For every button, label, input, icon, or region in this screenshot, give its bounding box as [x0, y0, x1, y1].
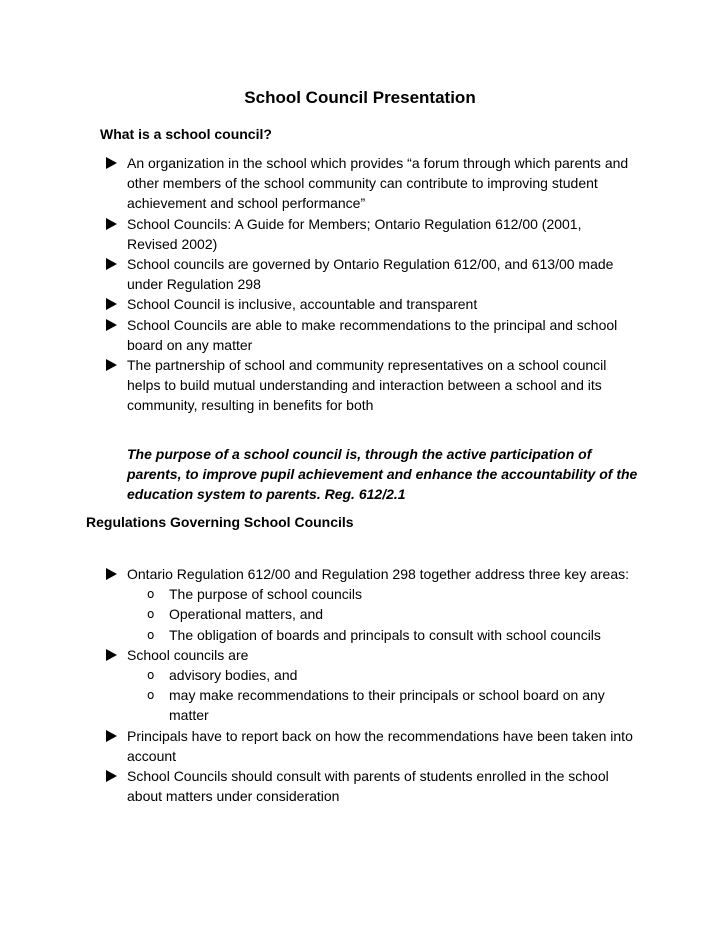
list-item-text: School Councils should consult with parents of students enrolled in the school about matters under consideration — [127, 768, 609, 805]
sub-list-item — [127, 665, 634, 685]
section-heading-regulations: Regulations Governing School Councils — [86, 514, 354, 530]
right-triangle-bullet-icon — [106, 157, 117, 169]
right-triangle-bullet-icon — [106, 730, 117, 742]
right-triangle-bullet-icon — [106, 770, 117, 782]
list-item — [104, 294, 634, 314]
right-triangle-bullet-icon — [106, 568, 117, 580]
circle-o-bullet-icon: o — [147, 627, 155, 642]
sub-list-item — [127, 625, 634, 645]
right-triangle-bullet-icon — [106, 298, 117, 310]
sub-list-item-text: Operational matters, and — [169, 606, 324, 623]
list-item — [104, 254, 634, 294]
list-item — [104, 766, 634, 806]
list-item-text: School Councils are able to make recommendations to the principal and school board on any matter — [127, 316, 618, 353]
list-item — [104, 564, 634, 645]
list-item-text: The partnership of school and community representatives on a school council helps to build mutual understanding and interaction between a school and its community, resulting in benefits for both — [127, 357, 607, 414]
right-triangle-bullet-icon — [106, 319, 117, 331]
right-triangle-bullet-icon — [106, 258, 117, 270]
list-item — [104, 355, 634, 416]
sub-list-item-text: may make recommendations to their principals or school board on any matter — [169, 687, 605, 724]
list-item-text: School councils are governed by Ontario Regulation 612/00, and 613/00 made under Regulation 298 — [127, 256, 614, 293]
list-item — [104, 214, 634, 254]
list-item — [104, 726, 634, 766]
list-item — [104, 153, 634, 214]
page-title: School Council Presentation — [244, 88, 476, 107]
list-item-text: Ontario Regulation 612/00 and Regulation 298 together address three key areas: — [127, 566, 630, 582]
right-triangle-bullet-icon — [106, 218, 117, 230]
sub-list-item — [127, 584, 634, 604]
sub-list-item — [127, 604, 634, 624]
sub-list — [127, 665, 634, 726]
sub-list-item-text: advisory bodies, and — [169, 667, 298, 684]
sub-list-item — [127, 685, 634, 725]
circle-o-bullet-icon: o — [147, 668, 155, 683]
right-triangle-bullet-icon — [106, 649, 117, 661]
right-triangle-bullet-icon — [106, 359, 117, 371]
circle-o-bullet-icon: o — [147, 607, 155, 622]
sub-list-item-text: The obligation of boards and principals to consult with school councils — [169, 626, 601, 643]
section2-bullet-list — [104, 564, 634, 806]
section1-bullet-list — [104, 153, 634, 416]
list-item-text: School councils are — [127, 646, 249, 663]
list-item-text: School Councils: A Guide for Members; Ontario Regulation 612/00 (2001, Revised 2002) — [127, 215, 582, 252]
section-heading-what-is: What is a school council? — [100, 126, 272, 142]
sub-list-item-text: The purpose of school councils — [169, 586, 362, 603]
circle-o-bullet-icon: o — [147, 587, 155, 602]
circle-o-bullet-icon: o — [147, 688, 155, 703]
list-item-text: Principals have to report back on how the recommendations have been taken into account — [127, 727, 633, 764]
list-item-text: An organization in the school which provides “a forum through which parents and other members of the school community can contribute to improving student achievement and school performance” — [127, 155, 629, 212]
list-item — [104, 315, 634, 355]
purpose-statement: The purpose of a school council is, through the active participation of parents, to improve pupil achievement and enhance the accountability of the education system to parents. Reg. 612/2.1 — [127, 446, 638, 503]
sub-list — [127, 584, 634, 645]
list-item — [104, 645, 634, 726]
list-item-text: School Council is inclusive, accountable and transparent — [127, 296, 478, 313]
